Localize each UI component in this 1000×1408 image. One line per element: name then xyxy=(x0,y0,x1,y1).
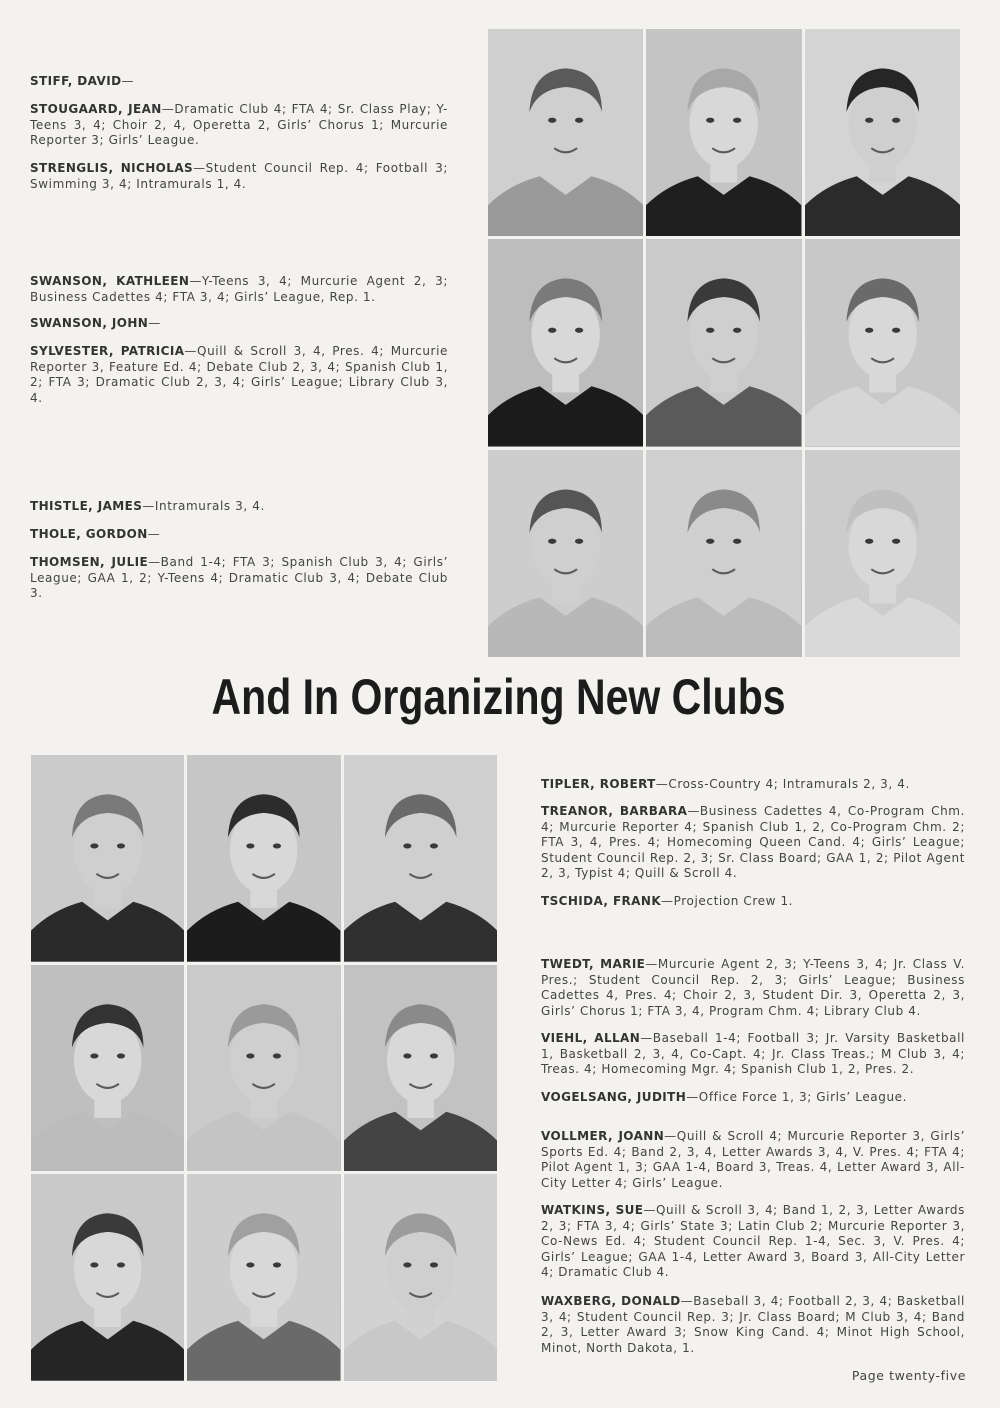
entry-activities: —Dramatic Club 4; FTA 4; Sr. Class Play; Y-Teens 3, 4; Choir 2, 4, Operetta 2, Girls’ Chorus 1; Murcurie Reporter 3; Girls’ League. xyxy=(30,102,448,148)
entry-name: TREANOR, BARBARA xyxy=(541,804,688,818)
entry-waxberg-donald xyxy=(541,1294,965,1356)
entry-activities: — xyxy=(147,527,161,541)
page-number: Page twenty-five xyxy=(851,1368,966,1383)
entry-activities: —Business Cadettes 4, Co-Program Chm. 4; Murcurie Reporter 4; Spanish Club 1, 2, Co-Program Chm. 2; FTA 3, 4, Pres. 4; Homecoming Queen Cand. 4; Girls’ League; Student Council Rep. 2, 3; Sr. Class Board; GAA 1, 2; Pilot Agent 2, 3, Typist 4; Quill & Scroll 4. xyxy=(541,804,965,881)
top-portrait-photo-6 xyxy=(805,239,960,446)
entry-activities: —Student Council Rep. 4; Football 3; Swimming 3, 4; Intramurals 1, 4. xyxy=(30,161,448,191)
entry-name: SWANSON, KATHLEEN xyxy=(30,274,190,288)
entry-activities: —Quill & Scroll 3, 4, Pres. 4; Murcurie Reporter 3, Feature Ed. 4; Debate Club 2, 3, 4; Spanish Club 1, 2; FTA 3; Dramatic Club 2, 3, 4; Girls’ League; Library Club 3, 4. xyxy=(30,344,448,405)
entry-name: STRENGLIS, NICHOLAS xyxy=(30,161,194,175)
entry-activities: —Y-Teens 3, 4; Murcurie Agent 2, 3; Business Cadettes 4; FTA 3, 4; Girls’ League, Rep. 1. xyxy=(30,274,448,304)
entry-activities: —Baseball 1-4; Football 3; Jr. Varsity Basketball 1, Basketball 2, 3, 4, Co-Capt. 4; Jr. Class Treas.; M Club 3, 4; Treas. 4; Homecoming Mgr. 4; Spanish Club 1, 2, Pres. 2. xyxy=(541,1031,965,1077)
entry-name: THOMSEN, JULIE xyxy=(30,555,149,569)
entry-twedt-marie xyxy=(541,957,965,1019)
entry-treanor-barbara xyxy=(541,804,965,882)
entry-stougaard-jean xyxy=(30,102,448,149)
entry-vollmer-joann xyxy=(541,1129,965,1191)
bottom-portrait-photo-3 xyxy=(344,755,497,962)
top-portrait-photo-1 xyxy=(488,29,643,236)
entry-name: THOLE, GORDON xyxy=(30,527,148,541)
entry-activities: —Intramurals 3, 4. xyxy=(142,499,265,513)
top-portrait-photo-4 xyxy=(488,239,643,446)
entry-activities: —Murcurie Agent 2, 3; Y-Teens 3, 4; Jr. Class V. Pres.; Student Council Rep. 2, 3; Girls’ League; Business Cadettes 4, Pres. 4; Choir 2, 3, Student Dir. 3, Operetta 2, 3, Girls’ Chorus 1; FTA 3, 4, Program Chm. 4; Library Club 4. xyxy=(541,957,965,1018)
entry-activities: —Projection Crew 1. xyxy=(661,894,794,908)
entry-name: WATKINS, SUE xyxy=(541,1203,644,1217)
entry-activities: —Quill & Scroll 3, 4; Band 1, 2, 3, Letter Awards 2, 3; FTA 3, 4; Girls’ State 3; Latin Club 2; Murcurie Reporter 3, Co-News Ed. 4; Student Council Rep. 1-4, Sec. 3, V. Pres. 4; Girls’ League; GAA 1-4, Letter Award 3, Board 3, All-City Letter 4; Dramatic Club 4. xyxy=(541,1203,965,1280)
bottom-portrait-photo-8 xyxy=(187,1174,340,1381)
entry-stiff-david xyxy=(30,74,448,90)
entry-sylvester-patricia xyxy=(30,344,448,406)
top-portrait-photo-7 xyxy=(488,450,643,657)
entry-activities: —Band 1-4; FTA 3; Spanish Club 3, 4; Girls’ League; GAA 1, 2; Y-Teens 4; Dramatic Club 3, 4; Debate Club 3. xyxy=(30,555,448,601)
entry-name: THISTLE, JAMES xyxy=(30,499,143,513)
top-portrait-photo-3 xyxy=(805,29,960,236)
bottom-portrait-photo-7 xyxy=(31,1174,184,1381)
bottom-portrait-photo-5 xyxy=(187,965,340,1172)
entry-thole-gordon xyxy=(30,527,448,543)
bottom-photo-grid xyxy=(31,755,497,1381)
entry-tipler-robert xyxy=(541,777,965,793)
entry-name: SYLVESTER, PATRICIA xyxy=(30,344,185,358)
entry-name: STOUGAARD, JEAN xyxy=(30,102,162,116)
entry-activities: —Office Force 1, 3; Girls’ League. xyxy=(686,1090,908,1104)
bottom-portrait-photo-4 xyxy=(31,965,184,1172)
entry-activities: — xyxy=(121,74,135,88)
entry-vogelsang-judith xyxy=(541,1090,965,1106)
top-portrait-photo-8 xyxy=(646,450,801,657)
entry-name: VIEHL, ALLAN xyxy=(541,1031,641,1045)
entry-name: TIPLER, ROBERT xyxy=(541,777,656,791)
entry-watkins-sue xyxy=(541,1203,965,1281)
page-headline: And In Organizing New Clubs xyxy=(211,669,786,725)
entry-activities: —Baseball 3, 4; Football 2, 3, 4; Basketball 3, 4; Student Council Rep. 3; Jr. Class Board; M Club 3, 4; Band 2, 3, Letter Award 3; Snow King Cand. 4; Minot High School, Minot, North Dakota, 1. xyxy=(541,1294,965,1355)
entry-name: VOLLMER, JOANN xyxy=(541,1129,665,1143)
entry-viehl-allan xyxy=(541,1031,965,1078)
entry-name: WAXBERG, DONALD xyxy=(541,1294,681,1308)
entry-activities: —Quill & Scroll 4; Murcurie Reporter 3, Girls’ Sports Ed. 4; Band 2, 3, 4, Letter Awards 3, 4, V. Pres. 4; FTA 4; Pilot Agent 1, 3; GAA 1-4, Board 3, Treas. 4, Letter Award 3, All-City Letter 4; Girls’ League. xyxy=(541,1129,965,1190)
top-portrait-photo-2 xyxy=(646,29,801,236)
entry-name: TSCHIDA, FRANK xyxy=(541,894,662,908)
entry-strenglis-nicholas xyxy=(30,161,448,192)
top-photo-grid xyxy=(488,29,960,657)
top-portrait-photo-9 xyxy=(805,450,960,657)
entry-name: TWEDT, MARIE xyxy=(541,957,646,971)
entry-swanson-john xyxy=(30,316,448,332)
entry-thistle-james xyxy=(30,499,448,515)
entry-tschida-frank xyxy=(541,894,965,910)
bottom-portrait-photo-9 xyxy=(344,1174,497,1381)
entry-name: VOGELSANG, JUDITH xyxy=(541,1090,687,1104)
bottom-portrait-photo-2 xyxy=(187,755,340,962)
entry-activities: — xyxy=(148,316,161,330)
entry-name: STIFF, DAVID xyxy=(30,74,122,88)
top-portrait-photo-5 xyxy=(646,239,801,446)
bottom-portrait-photo-1 xyxy=(31,755,184,962)
entry-name: SWANSON, JOHN xyxy=(30,316,149,330)
entry-activities: —Cross-Country 4; Intramurals 2, 3, 4. xyxy=(655,777,910,791)
entry-swanson-kathleen xyxy=(30,274,448,305)
entry-thomsen-julie xyxy=(30,555,448,602)
bottom-portrait-photo-6 xyxy=(344,965,497,1172)
